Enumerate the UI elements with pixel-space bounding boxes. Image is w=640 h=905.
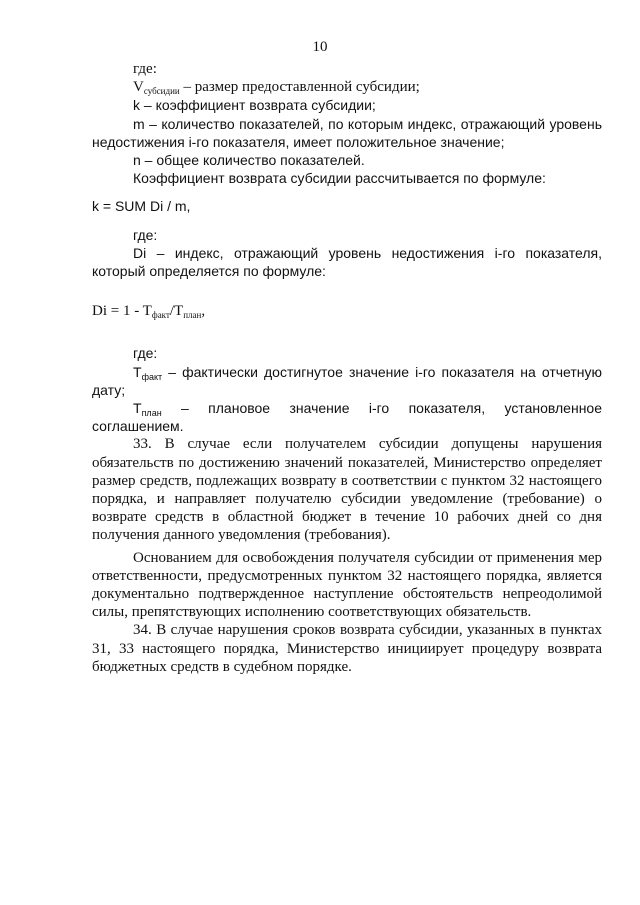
v-symbol: V bbox=[133, 79, 144, 96]
di-definition: Di – индекс, отражающий уровень недостижения i-го показателя, который определяется по формуле: bbox=[92, 244, 602, 280]
formula-di bbox=[92, 302, 602, 320]
paragraph-force-majeure: Основанием для освобождения получателя субсидии от применения мер ответственности, предусмотренных пунктом 32 настоящего порядка, является документально подтвержденное наступление обстоятельств непреодолимой силы, препятствующих исполнению соответствующих обязательств. bbox=[92, 549, 602, 621]
m-definition: m – количество показателей, по которым индекс, отражающий уровень недостижения i-го показателя, имеет положительное значение; bbox=[92, 115, 602, 150]
k-definition: k – коэффициент возврата субсидии; bbox=[133, 97, 376, 114]
v-description: – размер предоставленной субсидии; bbox=[179, 79, 420, 96]
page-number: 10 bbox=[312, 39, 328, 55]
t-fact-symbol: T bbox=[133, 363, 142, 380]
formula-di-mid: /T bbox=[169, 303, 184, 320]
formula-di-sub-plan: план bbox=[183, 310, 202, 321]
formula-di-lhs: Di = 1 - T bbox=[92, 303, 152, 320]
t-plan-subscript: план bbox=[141, 408, 162, 419]
where-label: где: bbox=[133, 61, 157, 77]
t-plan-description: – плановое значение i-го показателя, установленное соглашением. bbox=[92, 400, 602, 435]
t-fact-description: – фактически достигнутое значение i-го показателя на отчетную дату; bbox=[92, 363, 602, 398]
page-content bbox=[92, 60, 602, 676]
formula-k: k = SUM Di / m, bbox=[92, 198, 191, 215]
t-plan-symbol: T bbox=[133, 400, 142, 417]
where-label-3: где: bbox=[133, 345, 158, 362]
v-subscript: субсидии bbox=[143, 86, 180, 97]
t-plan-definition bbox=[92, 399, 602, 435]
coefficient-intro: Коэффициент возврата субсидии рассчитывается по формуле: bbox=[133, 170, 546, 187]
paragraph-34: 34. В случае нарушения сроков возврата субсидии, указанных в пунктах 31, 33 настоящего порядка, Министерство инициирует процедуру возврата бюджетных средств в судебном порядке. bbox=[92, 622, 602, 675]
n-definition: n – общее количество показателей. bbox=[133, 152, 365, 169]
t-fact-definition bbox=[92, 363, 602, 399]
formula-di-sub-fact: факт bbox=[151, 310, 170, 321]
t-fact-subscript: факт bbox=[141, 371, 163, 382]
v-definition bbox=[92, 78, 602, 96]
paragraph-33: 33. В случае если получателем субсидии допущены нарушения обязательств по достижению значений показателей, Министерство определяет размер средств, подлежащих возврату в соответствии с пунктом 32 настоящего порядка, и направляет получателю субсидии уведомление (требование) о возврате средств в областной бюджет в течение 10 рабочих дней со дня получения данного уведомления (требования). bbox=[92, 436, 602, 544]
where-label-2: где: bbox=[133, 226, 158, 243]
formula-di-end: , bbox=[201, 303, 206, 320]
